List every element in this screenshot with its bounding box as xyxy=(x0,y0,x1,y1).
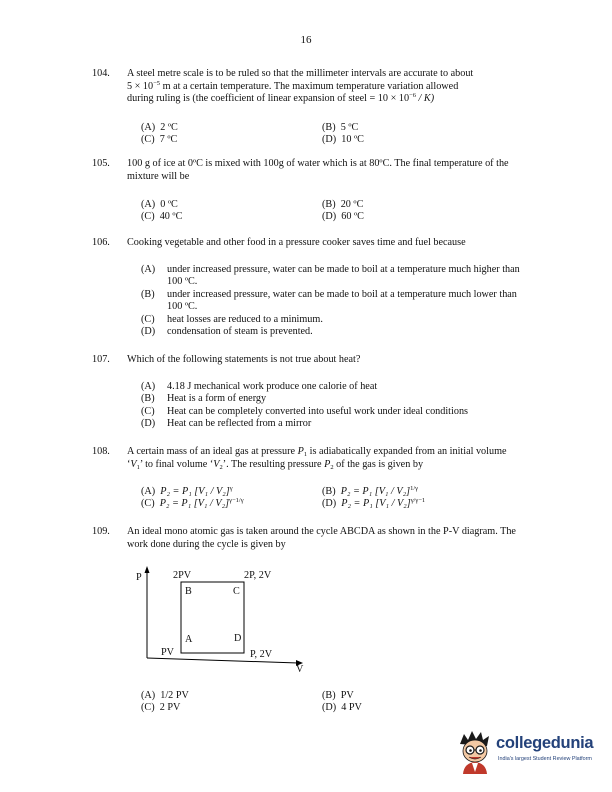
option-text: 7 ºC xyxy=(159,134,178,146)
options xyxy=(141,381,521,431)
text-fragment: of the gas is given by xyxy=(333,458,424,470)
option-d xyxy=(141,326,521,338)
p-axis-label: P xyxy=(136,572,142,583)
option-label: (D) xyxy=(322,702,337,714)
option-exponent: γ−1/γ xyxy=(229,497,244,505)
option-text: 10 ºC xyxy=(341,134,364,146)
option-formula: P₂ = P₁ [V₁ / V₂] xyxy=(159,498,230,510)
option-text: under increased pressure, water can be made to boil at a temperature much lower than 100 ºC. xyxy=(167,288,517,313)
student-mascot-icon xyxy=(454,728,496,776)
option-text: 4 PV xyxy=(341,702,362,714)
text-fragment: during ruling is (the coefficient of linear expansion of steel = 10 × 10 xyxy=(127,93,410,104)
question-text: Cooking vegetable and other food in a pressure cooker saves time and fuel because xyxy=(127,237,466,248)
question-text: 100 g of ice at 0ºC is mixed with 100g of water which is at 80ºC. The final temperature of the mixture will be xyxy=(127,158,509,182)
option-c xyxy=(141,498,244,510)
subscript: 2 xyxy=(330,463,334,471)
exponent: −5 xyxy=(153,79,161,87)
option-d xyxy=(322,498,425,510)
option-text: 2 PV xyxy=(159,702,181,714)
option-b xyxy=(322,690,354,702)
option-a xyxy=(141,264,521,289)
subscript: 1 xyxy=(136,463,140,471)
option-text: 20 ºC xyxy=(340,199,364,210)
question-number: 106. xyxy=(92,237,110,248)
exponent: −6 xyxy=(409,92,416,99)
option-label: (A) xyxy=(141,122,156,133)
option-a xyxy=(141,122,178,134)
option-label: (D) xyxy=(141,418,156,430)
option-exponent: γ/γ−1 xyxy=(410,497,426,505)
text-fragment: / K) xyxy=(415,93,435,104)
options xyxy=(141,199,521,224)
option-label: (B) xyxy=(141,288,155,300)
option-label: (A) xyxy=(141,690,156,701)
option-label: (C) xyxy=(141,134,155,146)
text-fragment: A certain mass of an ideal gas at pressure xyxy=(127,446,298,457)
question-number: 104. xyxy=(92,68,110,79)
point-label-2p-2v: 2P, 2V xyxy=(244,570,272,581)
question-number: 109. xyxy=(92,526,110,537)
option-label: (A) xyxy=(141,486,156,497)
option-exponent: 1/γ xyxy=(410,485,419,492)
corner-b: B xyxy=(185,586,192,597)
subscript: 2 xyxy=(219,463,223,471)
option-label: (B) xyxy=(322,690,336,701)
text-fragment: 5 × 10 xyxy=(127,80,154,92)
option-text: 0 ºC xyxy=(160,199,178,210)
option-text: 40 ºC xyxy=(159,211,183,223)
options xyxy=(141,122,521,147)
question-text: An ideal mono atomic gas is taken around the cycle ABCDA as shown in the P-V diagram. The work done during the cycle is given by xyxy=(127,526,516,550)
question-109 xyxy=(92,526,522,551)
v-axis xyxy=(147,658,298,663)
option-label: (B) xyxy=(322,199,336,210)
subscript: 1 xyxy=(303,451,308,458)
option-label: (C) xyxy=(141,702,155,714)
option-a xyxy=(141,199,178,211)
question-text-line xyxy=(127,81,522,94)
option-a xyxy=(141,486,233,498)
option-text: heat losses are reduced to a minimum. xyxy=(167,313,323,325)
option-d xyxy=(322,134,364,146)
option-c xyxy=(141,702,180,714)
p-axis-arrow-icon xyxy=(145,566,150,573)
question-105 xyxy=(92,158,522,223)
symbol: V xyxy=(213,458,220,470)
symbol: V xyxy=(130,458,137,470)
option-d xyxy=(322,211,364,223)
question-104 xyxy=(92,68,522,146)
question-text xyxy=(127,446,522,471)
question-number: 105. xyxy=(92,158,110,169)
option-b xyxy=(141,393,521,405)
option-a xyxy=(141,381,521,393)
option-label: (C) xyxy=(141,211,155,223)
text-fragment: m at a certain temperature. The maximum temperature variation allowed xyxy=(160,80,459,92)
option-d xyxy=(322,702,362,714)
option-label: (A) xyxy=(141,264,156,275)
option-label: (C) xyxy=(141,405,155,417)
option-b xyxy=(141,289,521,314)
collegedunia-logo xyxy=(454,728,604,778)
option-text: 1/2 PV xyxy=(160,690,189,701)
pv-diagram xyxy=(130,566,310,676)
question-106 xyxy=(92,237,522,338)
corner-c: C xyxy=(233,586,240,597)
question-number: 108. xyxy=(92,446,110,457)
option-text: condensation of steam is prevented. xyxy=(167,326,313,338)
option-text: 4.18 J mechanical work produce one calorie of heat xyxy=(167,381,378,392)
option-label: (A) xyxy=(141,199,156,210)
question-text-line xyxy=(127,93,522,106)
option-text: 5 ºC xyxy=(340,122,359,133)
option-label: (B) xyxy=(141,393,155,405)
option-text: 2 ºC xyxy=(160,122,178,133)
question-number: 107. xyxy=(92,354,110,365)
option-formula: P₂ = P₁ [V₁ / V₂] xyxy=(340,486,411,497)
options xyxy=(141,486,521,511)
option-label: (D) xyxy=(322,211,337,223)
symbol: P xyxy=(324,458,331,470)
corner-d: D xyxy=(234,633,242,644)
option-label: (B) xyxy=(322,122,336,133)
text-fragment: ’. The resulting pressure xyxy=(222,458,325,470)
option-exponent: γ xyxy=(229,485,233,492)
point-label-pv: PV xyxy=(161,647,175,658)
option-label: (D) xyxy=(141,326,156,338)
question-text xyxy=(127,68,522,106)
option-c xyxy=(141,134,177,146)
option-text: Heat is a form of energy xyxy=(167,393,267,405)
brand-tagline: India's largest Student Review Platform xyxy=(498,756,592,762)
text-fragment: is adiabatically expanded from an initial volume ‘ xyxy=(127,446,507,470)
option-c xyxy=(141,314,521,326)
brand-name: collegedunia xyxy=(496,734,594,752)
question-107 xyxy=(92,354,522,430)
question-text: Which of the following statements is not true about heat? xyxy=(127,354,361,365)
option-b xyxy=(322,486,418,498)
option-label: (C) xyxy=(141,313,155,325)
option-c xyxy=(141,406,521,418)
corner-a: A xyxy=(185,634,193,645)
option-a xyxy=(141,690,189,702)
option-text: Heat can be completely converted into useful work under ideal conditions xyxy=(167,405,468,417)
option-text: 60 ºC xyxy=(341,211,364,223)
option-text: under increased pressure, water can be made to boil at a temperature much higher than 100 ºC. xyxy=(167,264,520,288)
option-label: (B) xyxy=(322,486,336,497)
option-formula: P₂ = P₁ [V₁ / V₂] xyxy=(160,486,230,497)
option-d xyxy=(141,418,521,430)
page-number: 16 xyxy=(300,34,312,46)
option-label: (A) xyxy=(141,381,156,392)
point-label-p-2v: P, 2V xyxy=(250,649,273,660)
option-label: (D) xyxy=(322,498,337,510)
point-label-2pv: 2PV xyxy=(173,570,192,581)
pv-diagram-graphic xyxy=(130,566,310,676)
v-axis-label: V xyxy=(296,664,304,675)
options xyxy=(141,264,521,338)
option-text: Heat can be reflected from a mirror xyxy=(167,418,312,430)
text-fragment: ’ to final volume ‘ xyxy=(139,458,214,470)
option-b xyxy=(322,199,363,211)
symbol: P xyxy=(297,446,304,457)
options xyxy=(141,690,521,715)
option-c xyxy=(141,211,182,223)
option-formula: P₂ = P₁ [V₁ / V₂] xyxy=(341,498,411,510)
option-b xyxy=(322,122,358,134)
question-text-line: A steel metre scale is to be ruled so that the millimeter intervals are accurate to about xyxy=(127,68,474,79)
option-label: (D) xyxy=(322,134,337,146)
option-label: (C) xyxy=(141,498,155,510)
option-text: PV xyxy=(340,690,354,701)
